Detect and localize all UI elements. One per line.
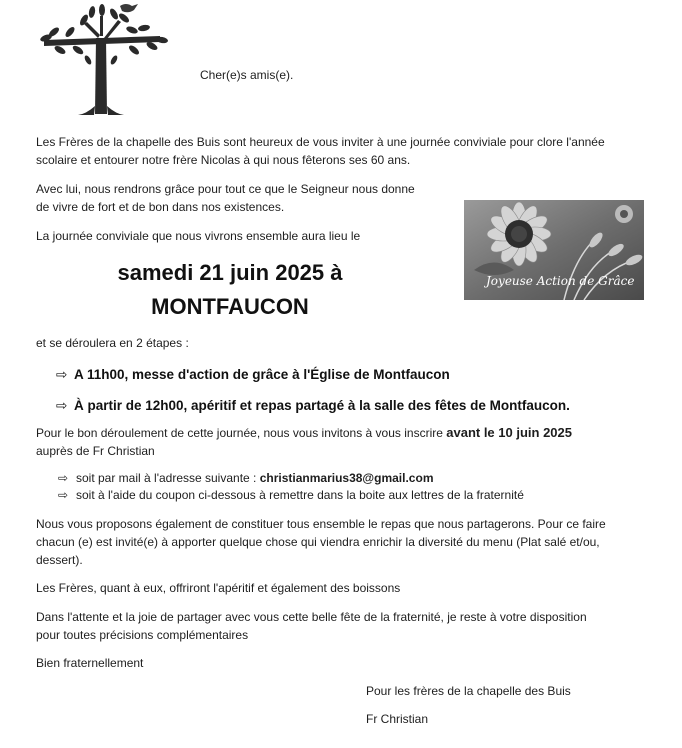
- option-coupon: [58, 487, 524, 504]
- thanks-line-1: Avec lui, nous rendrons grâce pour tout ce que le Seigneur nous donne: [36, 182, 415, 196]
- register-deadline: avant le 10 juin 2025: [446, 425, 572, 440]
- option-email-label: soit par mail à l'adresse suivante :: [76, 471, 257, 485]
- intro-line-1: Les Frères de la chapelle des Buis sont heureux de vous inviter à une journée conviviale pour clore l'année: [36, 135, 605, 149]
- tree-icon: [34, 2, 174, 120]
- email-address[interactable]: christianmarius38@gmail.com: [259, 471, 434, 485]
- signature-line-1: Pour les frères de la chapelle des Buis: [366, 684, 571, 698]
- step-text: À partir de 12h00, apéritif et repas partagé à la salle des fêtes de Montfaucon.: [74, 398, 570, 413]
- drinks-text: Les Frères, quant à eux, offriront l'apéritif et également des boissons: [36, 581, 401, 595]
- option-coupon-text: soit à l'aide du coupon ci-dessous à remettre dans la boite aux lettres de la fraternité: [76, 488, 524, 502]
- tau-tree-logo: [34, 2, 174, 120]
- meal-line-3: dessert).: [36, 553, 83, 567]
- image-caption: Joyeuse Action de Grâce: [486, 274, 635, 288]
- register-line-1: [36, 424, 644, 442]
- register-text: Pour le bon déroulement de cette journée, nous vous invitons à vous inscrire: [36, 426, 443, 440]
- step-item: [56, 366, 450, 384]
- location-intro: La journée conviviale que nous vivrons ensemble aura lieu le: [36, 229, 361, 243]
- waiting-line-1: Dans l'attente et la joie de partager avec vous cette belle fête de la fraternité, je reste à votre disposition: [36, 610, 587, 624]
- signature-line-2: Fr Christian: [366, 712, 429, 726]
- greeting: Cher(e)s amis(e).: [200, 68, 294, 82]
- register-line-2: auprès de Fr Christian: [36, 444, 155, 458]
- waiting-line-2: pour toutes précisions complémentaires: [36, 628, 249, 642]
- arrow-right-icon: ⇨: [56, 398, 68, 413]
- arrow-right-icon: ⇨: [58, 471, 69, 485]
- step-item: [56, 397, 570, 415]
- steps-intro: et se déroulera en 2 étapes :: [36, 336, 189, 350]
- arrow-right-icon: ⇨: [58, 488, 69, 502]
- meal-line-1: Nous vous proposons également de constituer tous ensemble le repas que nous partagerons. Pour ce faire: [36, 517, 606, 531]
- option-email: [58, 470, 433, 487]
- meal-line-2: chacun (e) est invité(e) à apporter quelque chose qui viendra enrichir la diversité du menu (Plat salé et/ou,: [36, 535, 600, 549]
- step-text: A 11h00, messe d'action de grâce à l'Église de Montfaucon: [74, 367, 450, 382]
- date-headline: samedi 21 juin 2025 à: [117, 260, 343, 285]
- place-headline: MONTFAUCON: [151, 294, 309, 319]
- thanks-line-2: de vivre de fort et de bon dans nos existences.: [36, 200, 285, 214]
- sunflower-image: [464, 200, 644, 300]
- arrow-right-icon: ⇨: [56, 367, 68, 382]
- closing: Bien fraternellement: [36, 656, 144, 670]
- intro-line-2: scolaire et entourer notre frère Nicolas à qui nous fêterons ses 60 ans.: [36, 153, 411, 167]
